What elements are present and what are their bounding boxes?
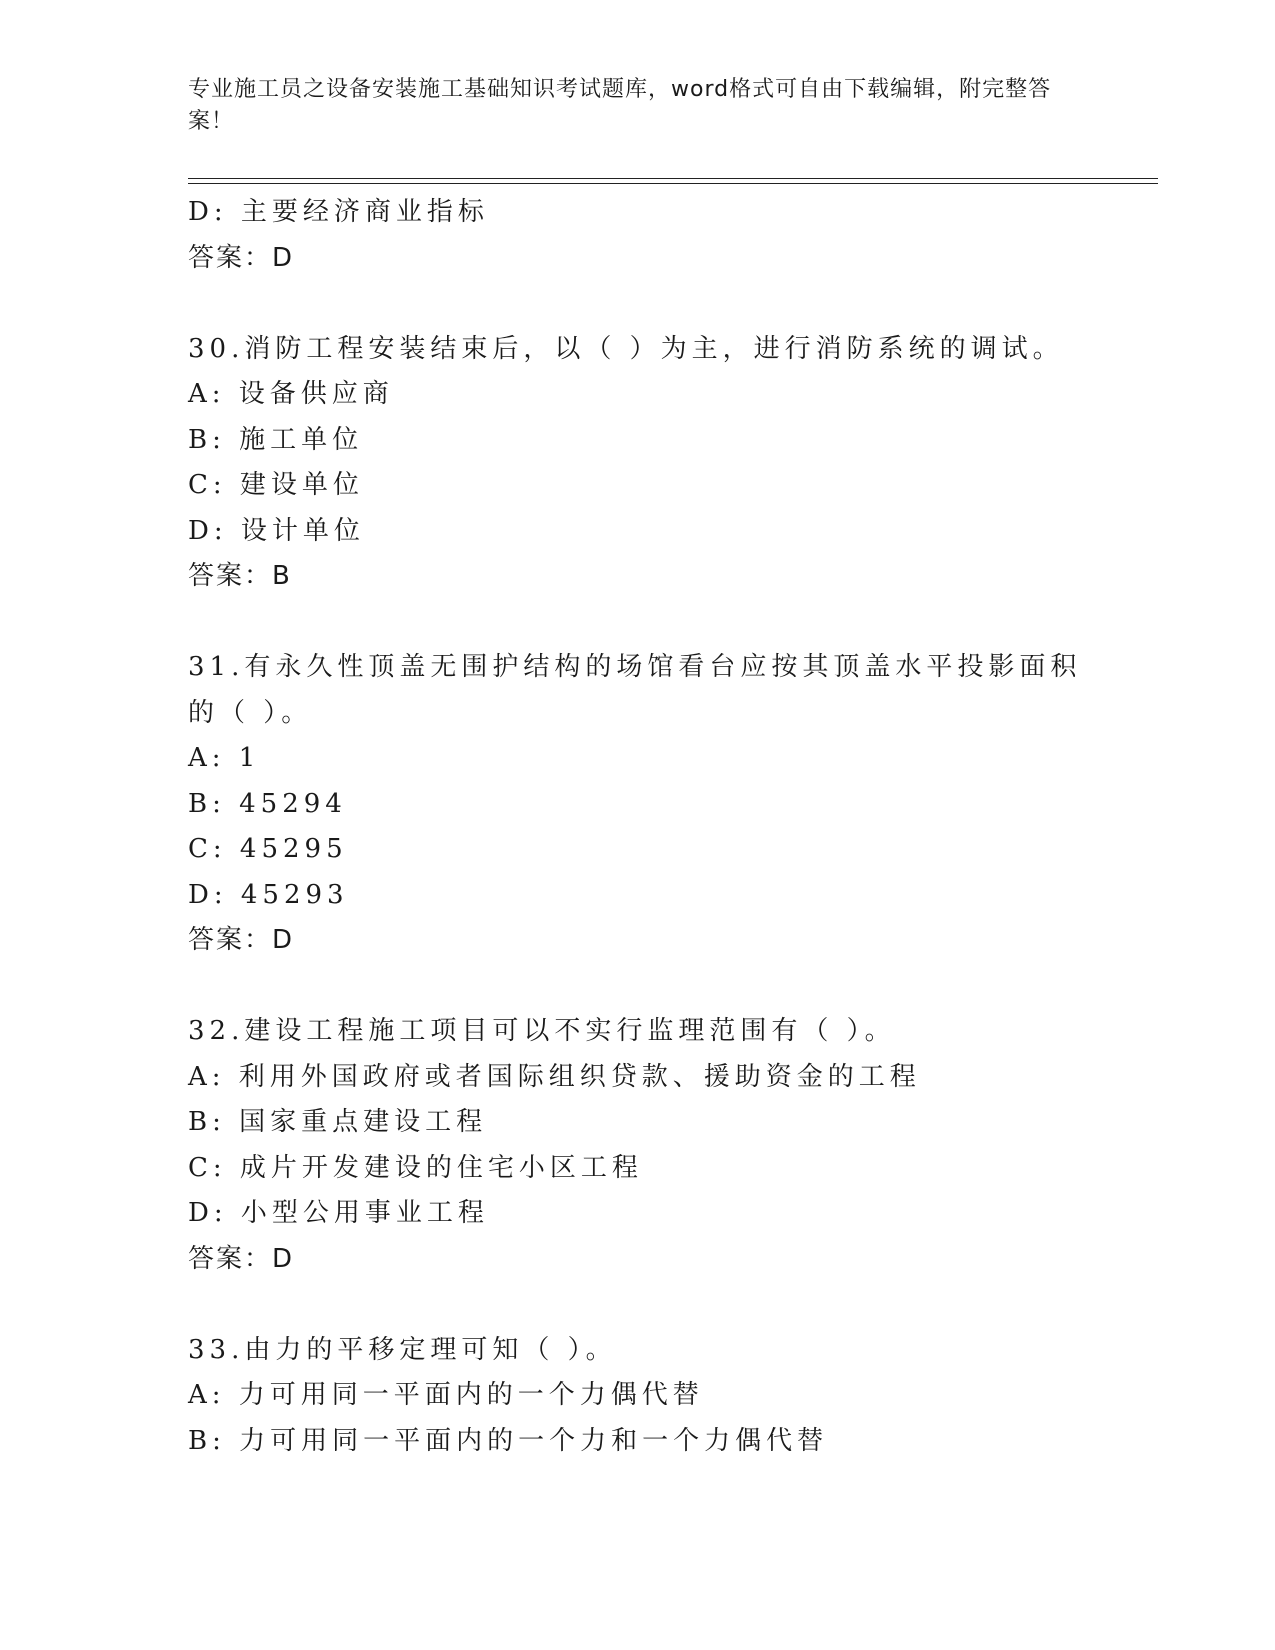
option-c: C: 成片开发建设的住宅小区工程 xyxy=(188,1152,643,1183)
option-b: B: 国家重点建设工程 xyxy=(188,1107,488,1137)
question-31 xyxy=(188,645,1088,964)
spacer xyxy=(188,281,1088,327)
option-a: A: 利用外国政府或者国际组织贷款、援助资金的工程 xyxy=(188,1061,921,1092)
question-32 xyxy=(188,1009,1088,1282)
option-b: B: 施工单位 xyxy=(188,424,364,455)
option-d: D: 设计单位 xyxy=(188,515,365,546)
question-title: 33.由力的平移定理可知（ ）。 xyxy=(188,1334,617,1365)
question-30 xyxy=(188,327,1088,600)
option-b: B: 力可用同一平面内的一个力和一个力偶代替 xyxy=(188,1425,829,1456)
option-d: D: 45293 xyxy=(188,879,349,910)
document-header: 专业施工员之设备安装施工基础知识考试题库，word格式可自由下载编辑，附完整答案！ xyxy=(188,77,1052,134)
question-33 xyxy=(188,1328,1088,1465)
answer: 答案：D xyxy=(188,925,295,955)
option-b: B: 45294 xyxy=(188,788,347,819)
option-a: A: 设备供应商 xyxy=(188,379,394,409)
option-c: C: 45295 xyxy=(188,834,348,864)
question-title: 30.消防工程安装结束后，以（ ）为主，进行消防系统的调试。 xyxy=(188,333,1064,364)
header-divider-bottom xyxy=(188,183,1158,184)
option-a: A: 力可用同一平面内的一个力偶代替 xyxy=(188,1380,704,1410)
spacer xyxy=(188,600,1088,646)
question-list xyxy=(188,190,1088,1464)
option-a: A: 1 xyxy=(188,743,261,773)
question-title: 31.有永久性顶盖无围护结构的场馆看台应按其顶盖水平投影面积的（ ）。 xyxy=(188,652,1082,728)
spacer xyxy=(188,964,1088,1010)
prev-option-d: D: 主要经济商业指标 xyxy=(188,197,489,227)
option-d: D: 小型公用事业工程 xyxy=(188,1198,489,1228)
answer: 答案：B xyxy=(188,561,292,591)
prev-answer: 答案：D xyxy=(188,242,295,273)
header-divider-top xyxy=(188,178,1158,179)
question-title: 32.建设工程施工项目可以不实行监理范围有（ ）。 xyxy=(188,1016,896,1046)
option-c: C: 建设单位 xyxy=(188,470,364,500)
answer: 答案：D xyxy=(188,1243,295,1274)
spacer xyxy=(188,1282,1088,1328)
